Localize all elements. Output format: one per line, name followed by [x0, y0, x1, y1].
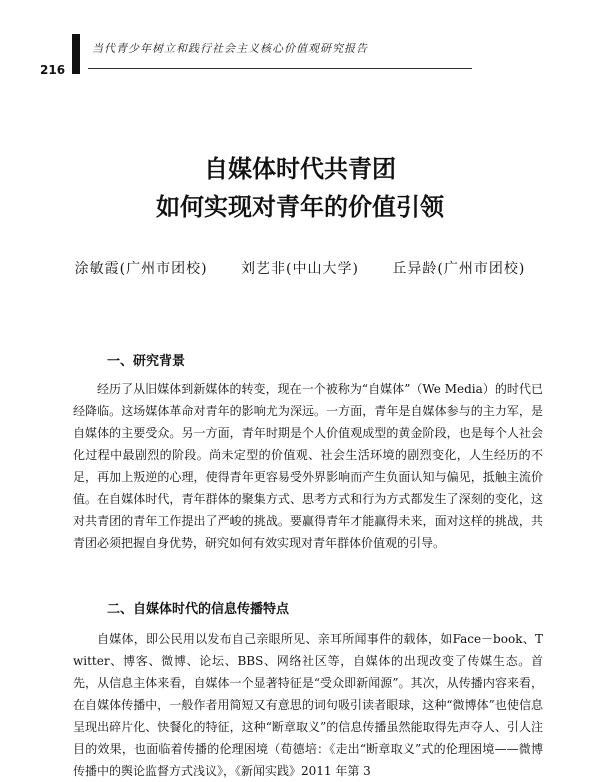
author-list [0, 258, 600, 278]
running-title: 当代青少年树立和践行社会主义核心价值观研究报告 [92, 42, 368, 55]
title-line-2: 如何实现对青年的价值引领 [156, 193, 444, 221]
section-heading-research-background: 一、研究背景 [107, 354, 186, 369]
author-2: 刘艺非(中山大学) [241, 261, 359, 277]
title-line-1: 自媒体时代共青团 [204, 155, 396, 183]
author-1: 涂敏霞(广州市团校) [74, 261, 208, 277]
author-3: 丘异龄(广州市团校) [392, 261, 526, 277]
section-heading-information-dissemination: 二、自媒体时代的信息传播特点 [107, 602, 290, 617]
header-bar [72, 34, 80, 74]
article-title [0, 150, 600, 226]
header-rule [88, 68, 472, 69]
paragraph-information-dissemination: 自媒体，即公民用以发布自己亲眼所见、亲耳所闻事件的载体，如Face－book、Twitter、博客、微博、论坛、BBS、网络社区等，自媒体的出现改变了传媒生态。首先，从信息主体来看，自媒体一个显著特征是“受众即新闻源”。其次，从传播内容来看，在自媒体传播中，一般作者用简短又有意思的词句吸引读者眼球，这种“微博体”也使信息呈现出碎片化、快餐化的特征，这种“断章取义”的信息传播虽然能取得先声夺人、引人注目的效果，也面临着传播的伦理困境（荀德培：《走出“断章取义”式的伦理困境——微博传播中的舆论监督方式浅议》，《新闻实践》2011 年第 3 [73, 632, 543, 778]
page-number: 216 [40, 63, 66, 77]
paragraph-research-background: 经历了从旧媒体到新媒体的转变，现在一个被称为“自媒体”（We Media）的时代已经降临。这场媒体革命对青年的影响尤为深远。一方面，青年是自媒体参与的主力军，是自媒体的主要受众。另一方面，青年时期是个人价值观成型的黄金阶段，也是每个人社会化过程中最剧烈的阶段。尚未定型的价值观、社会生活环境的剧烈变化，人生经历的不足，再加上叛逆的心理，使得青年更容易受外界影响而产生负面认知与偏见，抵触主流价值。在自媒体时代，青年群体的聚集方式、思考方式和行为方式都发生了深刻的变化，这对共青团的青年工作提出了严峻的挑战。要赢得青年才能赢得未来，面对这样的挑战，共青团必须把握自身优势，研究如何有效实现对青年群体价值观的引导。 [73, 382, 543, 550]
